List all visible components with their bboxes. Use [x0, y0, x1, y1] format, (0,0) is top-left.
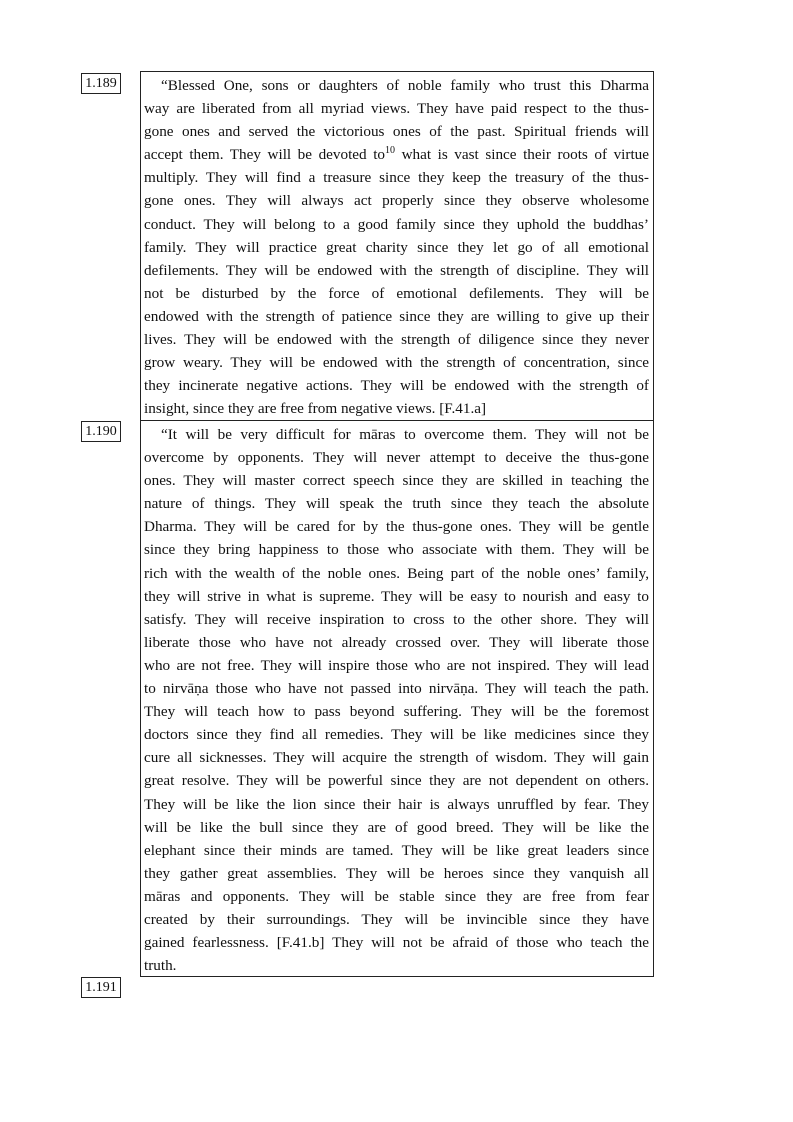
text-line: Dharma. They will be cared for by the thus-gone ones. They will be gentle	[144, 518, 649, 536]
text-line: doctors since they find all remedies. They will be like medicines since they	[144, 726, 649, 744]
text-line: grow weary. They will be endowed with the strength of concentration, since	[144, 354, 649, 372]
paragraph-box	[140, 420, 654, 977]
text-line: to nirvāṇa those who have not passed into nirvāṇa. They will teach the path.	[144, 680, 649, 698]
text-line	[144, 143, 649, 166]
text-line: They will teach how to pass beyond suffering. They will be the foremost	[144, 703, 649, 721]
text-line: family. They will practice great charity since they let go of all emotional	[144, 238, 649, 256]
text-line: They will be like the lion since their hair is always unruffled by fear. They	[144, 795, 649, 813]
text-segment: what is vast since their roots of virtue	[395, 146, 649, 164]
text-line: elephant since their minds are tamed. They will be like great leaders since	[144, 841, 649, 859]
text-line: insight, since they are free from negative views. [F.41.a]	[144, 400, 487, 418]
text-line: overcome by opponents. They will never attempt to deceive the thus-gone	[144, 449, 649, 467]
text-line: gone ones and served the victorious ones of the past. Spiritual friends will	[144, 123, 649, 141]
footnote-ref[interactable]: 10	[385, 145, 396, 157]
paragraph-box	[140, 71, 654, 421]
text-line: nature of things. They will speak the truth since they teach the absolute	[144, 495, 649, 513]
text-line: multiply. They will find a treasure since they keep the treasury of the thus-	[144, 169, 649, 187]
text-segment: accept them. They will be devoted to	[144, 146, 386, 164]
text-line: they gather great assemblies. They will be heroes since they vanquish all	[144, 864, 649, 882]
paragraph-number: 1.190	[81, 421, 121, 442]
text-line: way are liberated from all myriad views. They have paid respect to the thus-	[144, 100, 649, 118]
text-line: “It will be very difficult for māras to overcome them. They will not be	[161, 426, 649, 443]
text-line: not be disturbed by the force of emotional defilements. They will be	[144, 284, 649, 302]
text-line: māras and opponents. They will be stable since they are free from fear	[144, 887, 649, 905]
text-line: truth.	[144, 957, 177, 975]
text-line: they incinerate negative actions. They will be endowed with the strength of	[144, 377, 649, 395]
text-line: conduct. They will belong to a good family since they uphold the buddhas’	[144, 215, 649, 233]
text-line: great resolve. They will be powerful since they are not dependent on others.	[144, 772, 649, 790]
text-line: they will strive in what is supreme. They will be easy to nourish and easy to	[144, 587, 649, 605]
text-line: ones. They will master correct speech since they are skilled in teaching the	[144, 472, 649, 490]
text-line: satisfy. They will receive inspiration to cross to the other shore. They will	[144, 610, 649, 628]
text-line: liberate those who have not already crossed over. They will liberate those	[144, 633, 649, 651]
text-line: gone ones. They will always act properly since they observe wholesome	[144, 192, 649, 210]
text-line: lives. They will be endowed with the strength of diligence since they never	[144, 331, 649, 349]
text-line: cure all sicknesses. They will acquire the strength of wisdom. They will gain	[144, 749, 649, 767]
text-line: gained fearlessness. [F.41.b] They will not be afraid of those who teach the	[144, 934, 649, 952]
text-line: since they bring happiness to those who associate with them. They will be	[144, 541, 649, 559]
text-line: rich with the wealth of the noble ones. Being part of the noble ones’ family,	[144, 564, 649, 582]
text-line: will be like the bull since they are of good breed. They will be like the	[144, 818, 649, 836]
text-line: who are not free. They will inspire those who are not inspired. They will lead	[144, 656, 649, 674]
paragraph-number: 1.191	[81, 977, 121, 998]
text-line: “Blessed One, sons or daughters of noble family who trust this Dharma	[161, 77, 649, 94]
paragraph-number: 1.189	[81, 73, 121, 94]
text-line: defilements. They will be endowed with the strength of discipline. They will	[144, 261, 649, 279]
text-line: endowed with the strength of patience since they are willing to give up their	[144, 307, 649, 325]
text-line: created by their surroundings. They will be invincible since they have	[144, 910, 649, 928]
